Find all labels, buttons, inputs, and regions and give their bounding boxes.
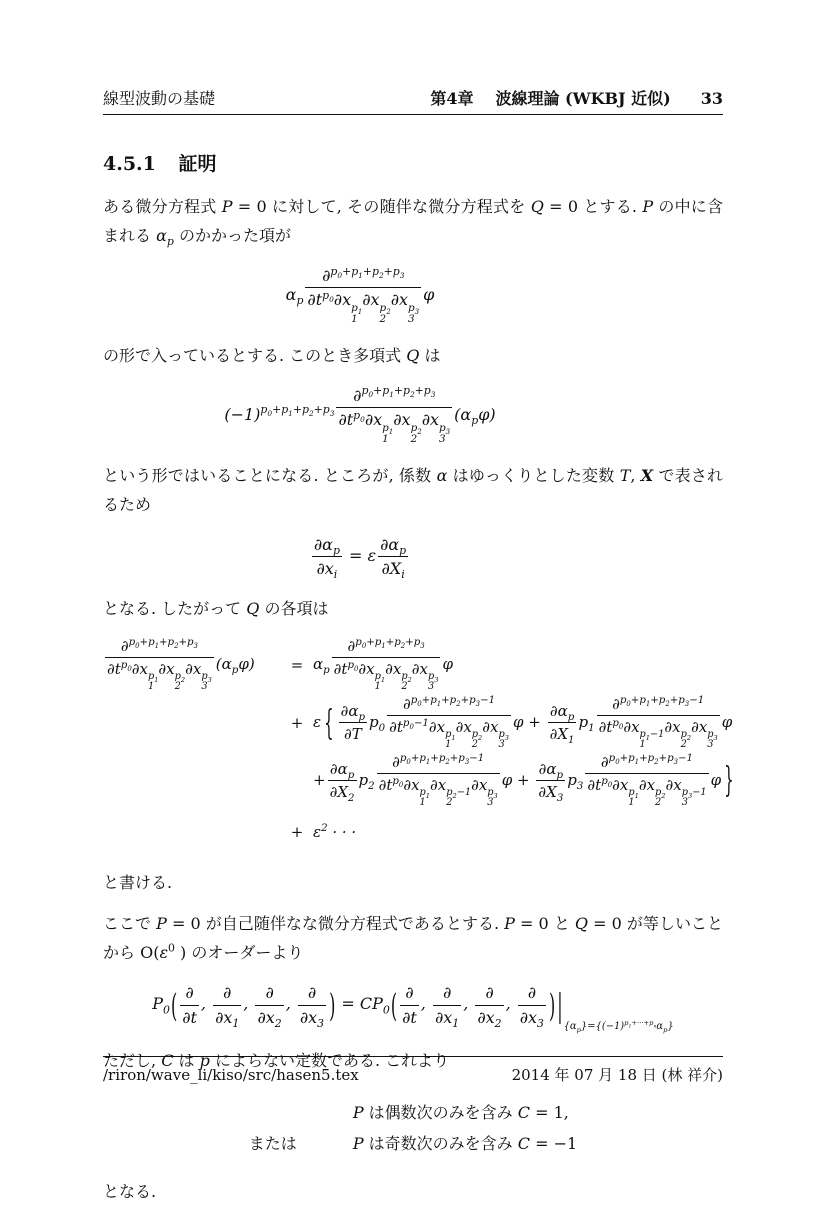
header-chapter-number: 第4章 — [430, 89, 474, 108]
paragraph-self-adjoint: ここで P = 0 が自己随伴なな微分方程式であるとする. P = 0 と Q = 0 が等しいことから $O(\varepsilon^0$ ) のオーダーより — [103, 914, 723, 963]
section-heading — [103, 149, 723, 176]
footer-rule — [103, 1056, 723, 1057]
equation-expansion — [103, 636, 734, 854]
paragraph-constant: ただし, C は p によらない定数である. これより — [103, 1051, 450, 1071]
conclusion-even-case — [249, 1097, 577, 1128]
expansion-rhs-2: ε { $\frac{\partial\alpha_p}{\partial T}$ $p_0$ ∂$^{p_0+p_1+p_2+p_3-1}$ $\partial t^{p_0-1}\partial x$ $p_1$ 1 ∂x $p_2$ 2 ∂x $p_3$ 3 φ + $\frac{\partial\alpha_p}{\partial X_1}$ $p_1$ ∂$^{p_0+p_1+p_2+p_3-1}$ $\partial t^{p_0}\partial x$ $p_1-1$ 1 ∂x $p_2$ 2 ∂x $p_3$ 3 φ — [313, 694, 733, 751]
section-title: 証明 — [178, 153, 217, 175]
conclusion-or-label: または — [248, 1134, 297, 1154]
conclusion-odd-case — [249, 1128, 577, 1159]
footer-file-path: /riron/wave_li/kiso/src/hasen5.tex — [103, 1066, 359, 1084]
header-chapter-group — [430, 86, 723, 109]
expansion-rhs-1: $\alpha_p$ ∂$^{p_0+p_1+p_2+p_3}$ $\partial t^{p_0}\partial x$ $p_1$ 1 ∂x $p_2$ 2 ∂x $p_3$ 3 φ — [313, 636, 453, 693]
expansion-rhs-4: $\varepsilon^2$ · · · — [313, 823, 357, 842]
expansion-rhs-3: + $\frac{\partial\alpha_p}{\partial X_2}$ $p_2$ ∂$^{p_0+p_1+p_2+p_3-1}$ $\partial t^{p_0}\partial x$ $p_1$ 1 ∂x $p_2-1$ 2 ∂x $p_3$ 3 φ + $\frac{\partial\alpha_p}{\partial X_3}$ $p_3$ ∂$^{p_0+p_1+p_2+p_3-1}$ $\partial t^{p_0}\partial x$ $p_1$ 1 ∂x $p_2$ 2 ∂x $p_3-1$ 3 φ } — [313, 752, 734, 809]
equation-p0-identity: $P_0$( ∂ ∂t , ∂ $\partial x_1$ , ∂ $\partial x_2$ , ∂ $\partial x_3$ ) = $CP_0$( ∂ ∂t , ∂ $\partial x_1$ , ∂ $\partial x_2$ , ∂ $\partial x_3$ ) $|_{\{\alpha_p\}=\{(-1)^{p_1+\cdot\cdot\cdot+p_n}\alpha_p\}}$ — [152, 983, 674, 1035]
equation-conclusion — [249, 1097, 577, 1159]
paragraph-intro: ある微分方程式 P = 0 に対して, その随伴な微分方程式を Q = 0 とする. P の中に含まれる $\alpha_p$ のかかった項が — [103, 197, 723, 249]
footer-row — [103, 1064, 723, 1085]
paragraph-final: となる. — [103, 1182, 157, 1202]
expansion-row-4 — [103, 810, 723, 854]
expansion-relation-2: + — [290, 713, 304, 732]
expansion-lhs: ∂$^{p_0+p_1+p_2+p_3}$ $\partial t^{p_0}\partial x$ $p_1$ 1 ∂x $p_2$ 2 ∂x $p_3$ 3 $(\alpha_p\varphi)$ — [107, 636, 255, 693]
header-chapter-title: 波線理論 (WKBJ 近似) — [495, 89, 671, 108]
expansion-row-2 — [103, 694, 733, 751]
expansion-relation-4: + — [290, 823, 304, 842]
paragraph-slow-variables: という形ではいることになる. ところが, 係数 α はゆっくりとした変数 T, X で表されるため — [103, 465, 724, 514]
page-footer — [103, 1056, 723, 1085]
section-number: 4.5.1 — [103, 153, 156, 175]
paragraph-writable: と書ける. — [103, 873, 173, 893]
footer-date-author: 2014 年 07 月 18 日 (林 祥介) — [511, 1066, 723, 1084]
expansion-row-3 — [103, 752, 734, 809]
equation-term: $\alpha_p$ ∂$^{p_0+p_1+p_2+p_3}$ $\partial t^{p_0}\partial x$ $p_1$ 1 ∂x $p_2$ 2 ∂x $p_3$ 3 φ — [285, 264, 435, 325]
header-book-title: 線型波動の基礎 — [103, 89, 216, 108]
expansion-relation-1: = — [290, 655, 304, 674]
page-header — [103, 0, 723, 109]
conclusion-even-text: P は偶数次のみを含み C = 1, — [352, 1103, 569, 1123]
equation-adjoint-term: $(-1)^{p_0+p_1+p_2+p_3}$ ∂$^{p_0+p_1+p_2+p_3}$ $\partial t^{p_0}\partial x$ $p_1$ 1 ∂x $p_2$ 2 ∂x $p_3$ 3 $(\alpha_p\varphi)$ — [224, 384, 496, 445]
header-rule — [103, 114, 723, 115]
equation-slow-derivative: $\frac{\partial\alpha_p}{\partial x_i}$ = ε $\frac{\partial\alpha_p}{\partial X_i}$ — [313, 534, 407, 581]
paragraph-form: の形で入っているとする. このとき多項式 Q は — [103, 345, 441, 365]
conclusion-odd-text: P は奇数次のみを含み C = −1 — [352, 1134, 578, 1154]
header-page-number: 33 — [700, 89, 723, 108]
expansion-row-1 — [103, 637, 723, 693]
paragraph-therefore: となる. したがって Q の各項は — [103, 598, 329, 618]
